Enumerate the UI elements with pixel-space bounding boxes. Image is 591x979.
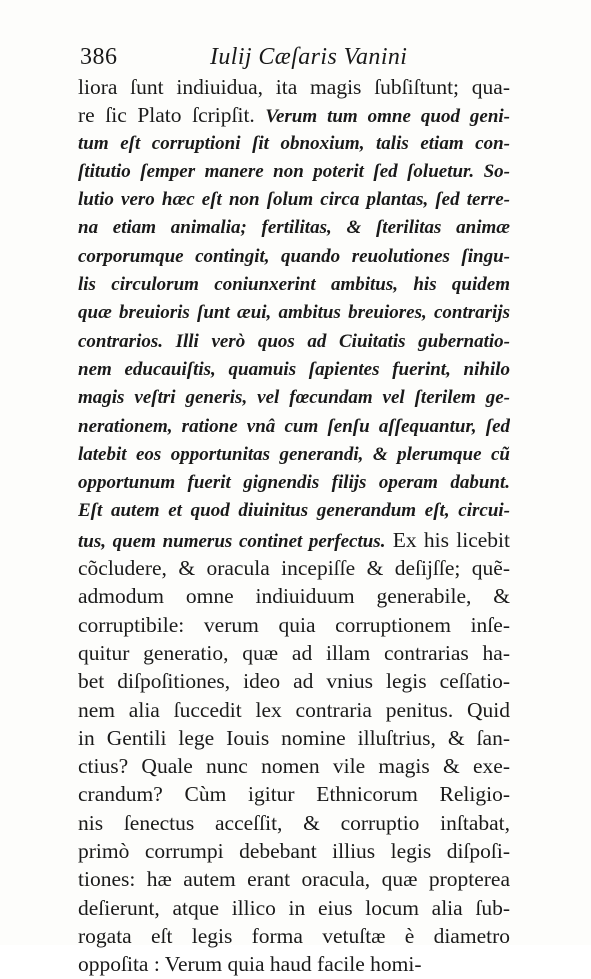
text-line: admodum omne indiuiduum generabile, & <box>78 584 510 609</box>
text-line: contrarios. Illi verò quos ad Ciuitatis gubernatio- <box>78 330 510 352</box>
text-line: quæ breuioris ſunt æui, ambitus breuiores, contrarijs <box>78 302 510 324</box>
text-line: Eſt autem et quod diuinitus generandum eſt, circui- <box>78 500 510 522</box>
text-line: rogata eſt legis forma vetuſtæ è diametro <box>78 923 510 948</box>
body-text <box>78 73 510 979</box>
text-line: nem alia ſuccedit lex contraria penitus. Quid <box>78 697 510 722</box>
text-line: bet diſpoſitiones, ideo ad vnius legis ceſſatio- <box>78 669 510 694</box>
text-line: tiones: hæ autem erant oracula, quæ propterea <box>78 867 510 892</box>
running-title: Iulij Cæſaris Vanini <box>210 44 408 70</box>
text-line: in Gentili lege Iouis nomine illuſtrius, & ſan- <box>78 725 510 750</box>
text-line: oppoſita : Verum quia haud facile homi- <box>78 952 422 977</box>
text-line: quitur generatio, quæ ad illam contrarias ha- <box>78 640 510 665</box>
text-line: opportunum fuerit gignendis filijs operam dabunt. <box>78 472 510 494</box>
text-line: tus, quem numerus continet perfectus. Ex his licebit <box>78 527 510 552</box>
text-line: liora ſunt indiuidua, ita magis ſubſiſtunt; qua- <box>78 75 510 99</box>
text-line: magis veſtri generis, vel fœcundam vel ſterilem ge- <box>78 387 510 409</box>
text-line: lutio vero hæc eſt non ſolum circa plantas, ſed terre- <box>78 189 510 211</box>
text-line: tum eſt corruptioni ſit obnoxium, talis etiam con- <box>78 132 510 154</box>
text-line: corruptibile: verum quia corruptionem inſe- <box>78 612 510 637</box>
text-line: corporumque contingit, quando reuolutiones ſingu- <box>78 245 510 267</box>
page-number: 386 <box>80 44 118 70</box>
text-line: nem educauiſtis, quamuis ſapientes fuerint, nihilo <box>78 358 510 380</box>
text-line: primò corrumpi debebant illius legis diſpoſi- <box>78 839 510 864</box>
text-line: nis ſenectus acceſſit, & corruptio inſtabat, <box>78 810 510 835</box>
text-line: latebit eos opportunitas generandi, & plerumque cũ <box>78 443 510 465</box>
text-line: ctius? Quale nunc nomen vile magis & exe- <box>78 754 510 779</box>
text-line: ſtitutio ſemper manere non poterit ſed ſoluetur. So- <box>78 160 510 182</box>
text-line: re ſic Plato ſcripſit. Verum tum omne quod geni- <box>78 103 510 128</box>
text-line: lis circulorum coniunxerint ambitus, his quidem <box>78 274 510 296</box>
text-line: crandum? Cùm igitur Ethnicorum Religio- <box>78 782 510 807</box>
text-line: deſierunt, atque illico in eius locum alia ſub- <box>78 895 510 920</box>
text-line: na etiam animalia; fertilitas, & ſterilitas animæ <box>78 217 510 239</box>
text-line: nerationem, ratione vnâ cum ſenſu aſſequantur, ſed <box>78 415 510 437</box>
text-line: cõcludere, & oracula incepiſſe & deſijſſe; quẽ- <box>78 556 510 581</box>
page-header <box>80 44 510 74</box>
